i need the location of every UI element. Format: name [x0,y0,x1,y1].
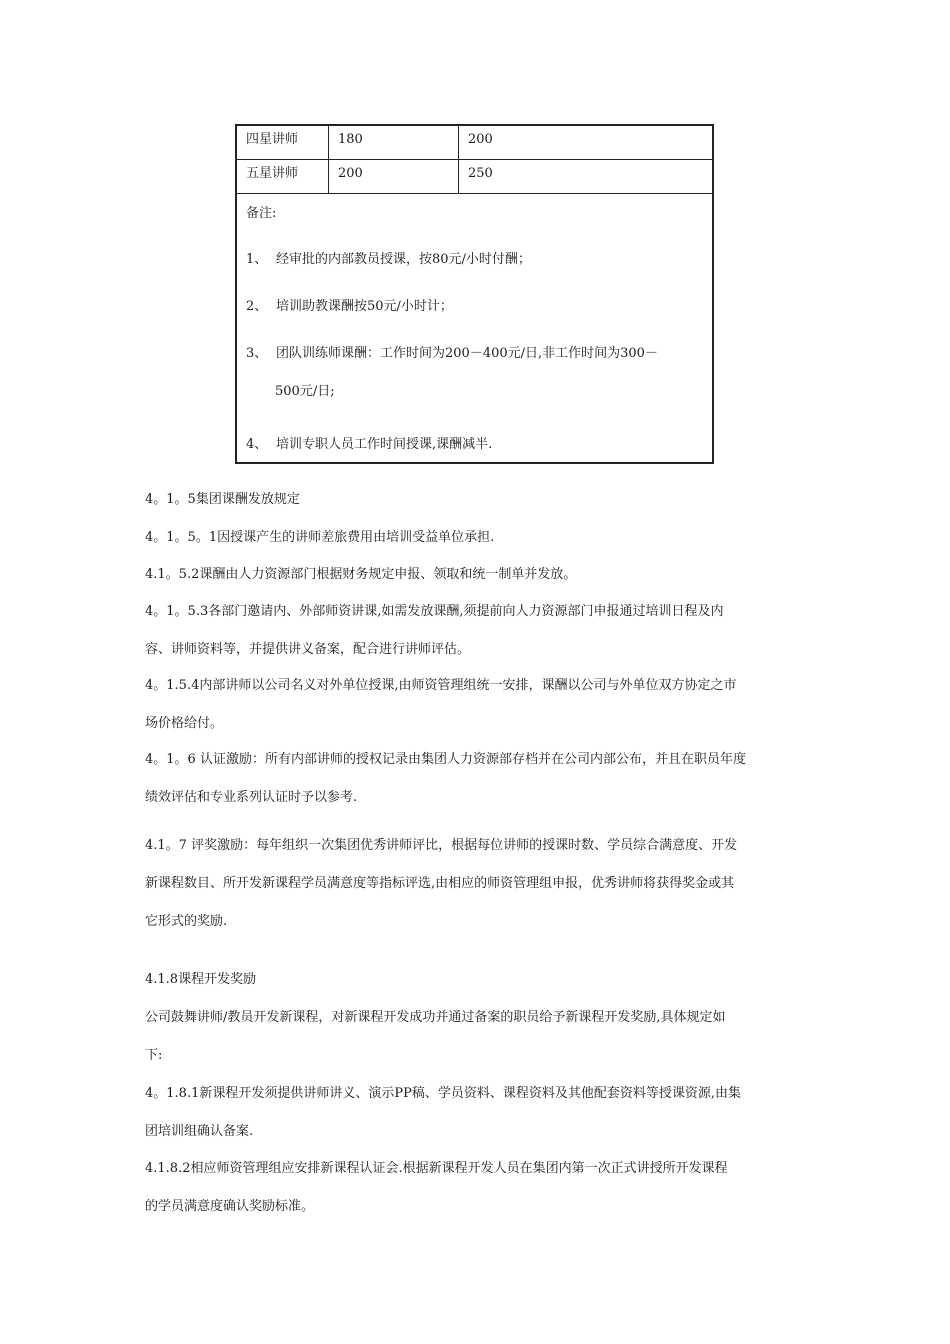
paragraph-line: 公司鼓舞讲师/教员开发新课程，对新课程开发成功并通过备案的职员给予新课程开发奖励,具体规定如 [145,1010,726,1025]
table-cell-value: 200 [329,160,459,193]
note-continuation: 500元/日; [275,384,335,399]
table-cell-value: 180 [329,126,459,159]
lecturer-fee-table [235,124,714,464]
table-cell-value: 250 [468,166,493,181]
table-notes [237,194,712,464]
paragraph [145,827,810,941]
paragraph-line: 4.1。5.2课酬由人力资源部门根据财务规定申报、领取和统一制单并发放。 [145,567,577,582]
paragraph-line: 容、讲师资料等，并提供讲义备案，配合进行讲师评估。 [145,642,471,657]
paragraph-line: 4。1。5集团课酬发放规定 [145,492,300,507]
paragraph-line: 下: [145,1048,163,1063]
paragraph-line: 4。1。5。1因授课产生的讲师差旅费用由培训受益单位承担. [145,530,495,545]
note-number: 3、 [246,346,268,361]
paragraph [145,1075,810,1151]
table-cell-level: 四星讲师 [237,126,329,159]
note-item [246,433,492,452]
note-number: 4、 [246,437,268,452]
paragraph-line: 4。1.8.1新课程开发须提供讲师讲义、演示PP稿、学员资料、课程资料及其他配套资料等授课资源,由集 [145,1086,741,1101]
note-item [246,342,658,361]
paragraph [145,1150,810,1226]
table-row [237,160,712,194]
paragraph-line: 团培训组确认备案. [145,1124,254,1139]
paragraph [145,999,810,1075]
paragraph-line: 4。1.5.4内部讲师以公司名义对外单位授课,由师资管理组统一安排，课酬以公司与外单位双方协定之市 [145,678,737,693]
table-cell-value: 200 [468,132,493,147]
paragraph-line: 它形式的奖励. [145,914,228,929]
paragraph-line: 4。1。6 认证激励：所有内部讲师的授权记录由集团人力资源部存档并在公司内部公布，并且在职员年度 [145,752,746,767]
table-row [237,126,712,160]
paragraph [145,556,810,594]
paragraph-line: 4.1.8课程开发奖励 [145,972,257,987]
paragraph-line: 绩效评估和专业系列认证时予以参考. [145,790,358,805]
note-text: 培训专职人员工作时间授课,课酬减半. [276,437,493,452]
note-text: 培训助教课酬按50元/小时计； [276,299,453,314]
paragraph-line: 场价格给付。 [145,716,224,731]
paragraph [145,593,810,669]
table-cell-level: 五星讲师 [237,160,329,193]
paragraph-line: 4。1。5.3各部门邀请内、外部师资讲课,如需发放课酬,须提前向人力资源部门申报通过培训日程及内 [145,604,724,619]
note-text: 经审批的内部教员授课，按80元/小时付酬； [276,252,531,267]
note-number: 1、 [246,252,268,267]
paragraph [145,667,810,743]
section-heading [145,961,810,999]
note-item [246,295,453,314]
note-text: 团队训练师课酬：工作时间为200－400元/日,非工作时间为300－ [276,346,658,361]
note-number: 2、 [246,299,268,314]
section-heading [145,481,810,519]
note-item [246,248,531,267]
paragraph [145,741,810,817]
notes-title: 备注: [246,206,277,221]
paragraph-line: 4.1.8.2相应师资管理组应安排新课程认证会.根据新课程开发人员在集团内第一次正式讲授所开发课程 [145,1161,728,1176]
paragraph-line: 的学员满意度确认奖励标准。 [145,1199,315,1214]
paragraph-line: 4.1。7 评奖激励：每年组织一次集团优秀讲师评比，根据每位讲师的授课时数、学员综合满意度、开发 [145,838,738,853]
paragraph [145,519,810,557]
paragraph-line: 新课程数目、所开发新课程学员满意度等指标评选,由相应的师资管理组申报，优秀讲师将获得奖金或其 [145,876,735,891]
